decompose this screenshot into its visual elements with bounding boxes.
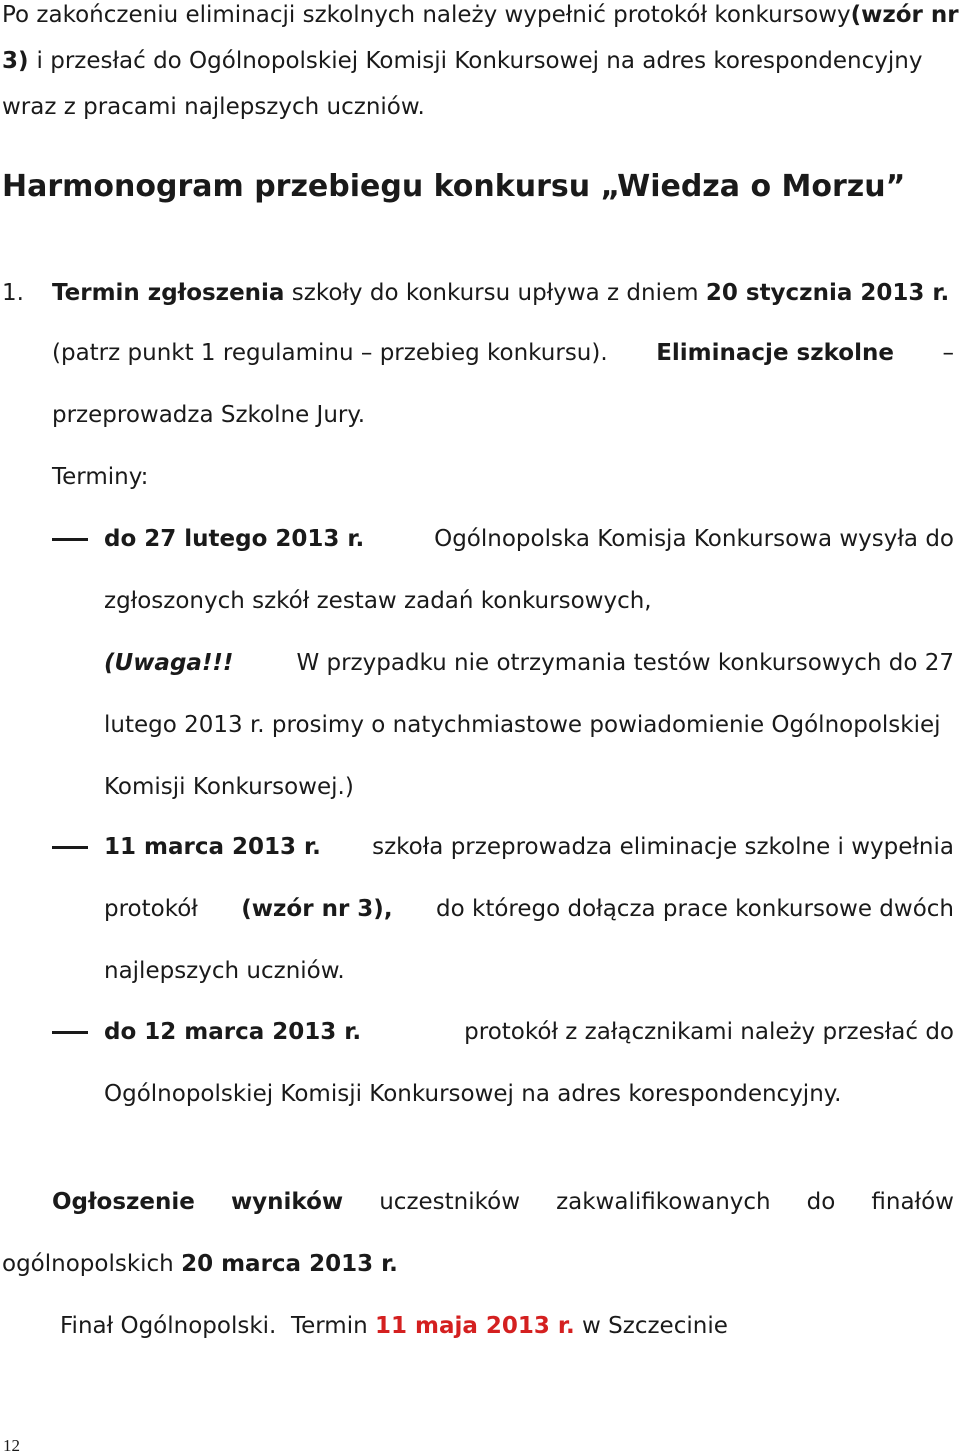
- intro-line-3: wraz z pracami najlepszych uczniów.: [2, 94, 425, 120]
- page-number: 12: [3, 1436, 20, 1455]
- results-bold-2: 20 marca 2013 r.: [181, 1251, 398, 1277]
- page-title: Harmonogram przebiegu konkursu „Wiedza o Morzu”: [2, 169, 906, 204]
- intro-text-1a: Po zakończeniu eliminacji szkolnych należy wypełnić protokół konkursowy: [2, 2, 851, 28]
- final-line: [60, 1315, 728, 1338]
- item1-line-2: [52, 342, 954, 365]
- final-text-1: Finał Ogólnopolski. Termin: [60, 1313, 368, 1339]
- term1-line-1: [104, 528, 954, 551]
- intro-line-1: [2, 2, 959, 28]
- item1-line-3: przeprowadza Szkolne Jury.: [52, 402, 366, 428]
- item1-line-4: Terminy:: [52, 464, 149, 490]
- item1-number: 1.: [2, 280, 24, 306]
- results-line-2: [2, 1253, 398, 1276]
- intro-text-2b-wrap: [37, 50, 954, 73]
- final-date: 11 maja 2013 r.: [375, 1313, 575, 1339]
- term3-dash: [52, 1031, 88, 1034]
- term1-text: Ogólnopolska Komisja Konkursowa wysyła do: [434, 526, 954, 552]
- term1-line-2: zgłoszonych szkół zestaw zadań konkursowych,: [104, 588, 652, 614]
- item1-text-2: (patrz punkt 1 regulaminu – przebieg konkursu).: [52, 340, 608, 366]
- term2-cont-1c: do którego dołącza prace konkursowe dwóch: [436, 896, 954, 922]
- final-text-2: w Szczecinie: [582, 1313, 728, 1339]
- note-line-1: [104, 652, 954, 675]
- item1-bold-2: 20 stycznia 2013 r.: [705, 280, 950, 306]
- term2-line-1: [104, 836, 954, 859]
- term3-line-2: Ogólnopolskiej Komisji Konkursowej na adres korespondencyjny.: [104, 1081, 842, 1107]
- term2-line-2: [104, 898, 954, 921]
- item1-text-1: szkoły do konkursu upływa z dniem: [291, 280, 699, 306]
- intro-text-2b: i przesłać do Ogólnopolskiej Komisji Konkursowej na adres korespondencyjny: [36, 48, 923, 74]
- item1-dash: –: [942, 340, 954, 366]
- results-word-4: zakwalifikowanych: [556, 1189, 771, 1215]
- term2-dash: [52, 846, 88, 849]
- note-line-3: Komisji Konkursowej.): [104, 774, 354, 800]
- term2-line-3: najlepszych uczniów.: [104, 958, 345, 984]
- term1-dash: [52, 538, 88, 541]
- term2-text: szkoła przeprowadza eliminacje szkolne i wypełnia: [372, 834, 954, 860]
- results-word-3: uczestników: [379, 1189, 521, 1215]
- term1-bold: do 27 lutego 2013 r.: [104, 526, 365, 552]
- term3-text: protokół z załącznikami należy przesłać do: [464, 1019, 954, 1045]
- results-word-6: finałów: [871, 1189, 954, 1215]
- results-word-5: do: [806, 1189, 836, 1215]
- item1-line-1: [52, 282, 949, 305]
- intro-text-1b: (wzór nr: [850, 2, 959, 28]
- note-text-1: W przypadku nie otrzymania testów konkursowych do 27: [296, 650, 954, 676]
- results-word-1: Ogłoszenie: [52, 1189, 195, 1215]
- item1-bold-3: Eliminacje szkolne: [656, 340, 894, 366]
- results-text-2: ogólnopolskich: [2, 1251, 174, 1277]
- term2-cont-1b: (wzór nr 3),: [241, 896, 393, 922]
- intro-line-2: [2, 50, 954, 73]
- term2-bold: 11 marca 2013 r.: [104, 834, 321, 860]
- results-line-1: [52, 1191, 954, 1214]
- term2-cont-1a: protokół: [104, 896, 198, 922]
- term3-bold: do 12 marca 2013 r.: [104, 1019, 362, 1045]
- note-italic: (Uwaga!!!: [104, 650, 234, 676]
- results-word-2: wyników: [230, 1189, 344, 1215]
- intro-text-2a: 3): [2, 48, 29, 74]
- note-line-2: lutego 2013 r. prosimy o natychmiastowe powiadomienie Ogólnopolskiej: [104, 712, 941, 738]
- term3-line-1: [104, 1021, 954, 1044]
- item1-bold-1: Termin zgłoszenia: [52, 280, 285, 306]
